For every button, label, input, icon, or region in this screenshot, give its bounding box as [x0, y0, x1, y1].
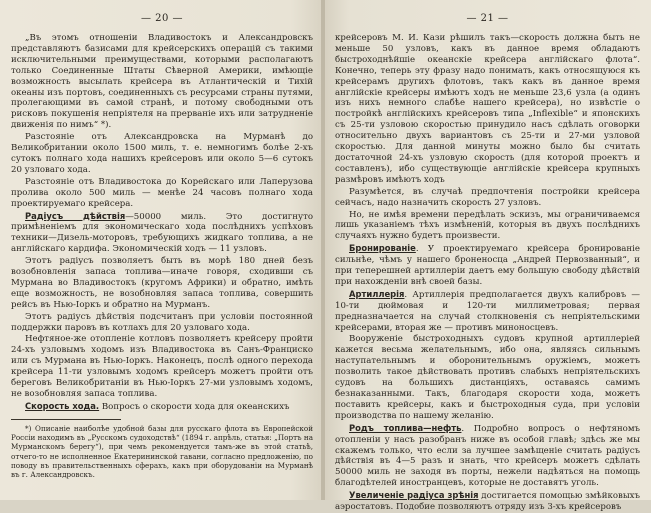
section-heading: Родъ топлива—нефть — [349, 422, 462, 433]
paragraph-text: . Подробно вопросъ о нефтяномъ отопленіи у насъ разобранъ ниже въ особой главѣ; здѣсь же мы скажемъ только, что если за лучшее замѣщеніе считать радіусъ дѣйствія въ 4—5 разъ и знать, что крейсеръ можетъ сдѣлать 50000 миль не заходя въ порты, нежели надѣяться на помощь благодѣтелей иностранцевъ, которые не доставятъ уголь. — [335, 423, 641, 489]
paragraph-text: Вооруженіе быстроходныхъ судовъ крупной артиллеріей кажется весьма желательнымъ, ибо она, являясь сильнымъ наступательнымъ и оборонительнымъ оружіемъ, можетъ позволить такое дѣйствовать противъ слабыхъ непріятельскихъ судовъ на большихъ дистанціяхъ, оставаясь самимъ безнаказанными. Такъ, благодаря скорости хода, можетъ поставить крейсеры, какъ и быстроходныя суда, при условіи производства по нашему желанію. — [335, 334, 640, 421]
paragraph — [11, 256, 313, 311]
paragraph — [11, 401, 313, 413]
section-heading: Артиллерія — [349, 288, 405, 299]
left-page-body — [11, 33, 313, 413]
paragraph — [335, 289, 640, 334]
section-heading: Скорость хода. — [25, 400, 100, 411]
left-page — [0, 0, 323, 500]
page-number: — 20 — — [140, 13, 184, 24]
paragraph-text: Разстояніе отъ Владивостока до Корейскаго или Лаперузова пролива около 500 миль — менѣе 24 часовъ полнаго хода проектируемаго крейсера. — [11, 176, 313, 209]
book-gutter — [321, 0, 325, 500]
paragraph-text: . Артиллерія предполагается двухъ калибровъ — 10-ти дюймовая и 120-ти миллиметровая; первая предназначается на случай столкновенія съ непріятельскими крейсерами, вторая же — противъ миноносцевъ. — [335, 289, 640, 333]
paragraph — [335, 490, 640, 513]
footnote-rule — [11, 419, 121, 420]
paragraph-text: Этотъ радіусъ дѣйствія подсчитанъ при условіи постоянной поддержки паровъ въ котлахъ для 20 узловаго хода. — [11, 311, 313, 333]
paragraph — [11, 33, 313, 131]
footnote: *) Описаніе наиболѣе удобной базы для русскаго флота въ Европейской Россіи находимъ въ „Русскомъ судоходствѣ“ (1894 г. апрѣль, статья: „Портъ на Мурманскомъ берегу“), при чемъ рекомендуется тамъ-же въ этой статьѣ, отчего-то не исполненное Екатерининской гавани, согласно предложенію, по поводу въ правительственныхъ сферахъ, какъ при оборудованіи на Мурманѣ въ г. Александровскъ. — [11, 423, 313, 480]
paragraph-text: Вопросъ о скорости хода для океанскихъ — [99, 401, 290, 412]
paragraph — [11, 177, 313, 210]
paragraph — [335, 187, 640, 209]
paragraph — [335, 423, 640, 489]
paragraph-text: Разстояніе отъ Александровска на Мурманѣ до Великобритании около 1500 миль, т. е. немногимъ болѣе 2-хъ сутокъ полнаго хода нашихъ крейсеровъ или около 5—6 сутокъ 20 узловаго хода. — [11, 132, 313, 175]
paragraph — [335, 243, 640, 288]
paragraph — [11, 132, 313, 176]
paragraph-text: —50000 миль. Это достигнуто примѣненіемъ для экономическаго хода послѣднихъ успѣховъ техники—Дизель-моторовъ, требующихъ жидкаго топлива, а не англійскаго кардифа. Экономическій ходъ — 11 узловъ. — [11, 211, 314, 255]
right-page — [323, 0, 651, 513]
section-heading: Увеличеніе радіуса зрѣнія — [349, 490, 479, 501]
paragraph — [335, 334, 640, 421]
paragraph-text: Этотъ радіусъ позволяетъ быть въ морѣ 180 дней безъ возобновленія запаса топлива—иначе говоря, сходивши съ Мурмана во Владивостокъ (кругомъ Африки) и обратно, имѣть еще возможность, не возобновляя запаса топлива, совершить рейсъ въ Нью-Іоркъ и обратно на Мурманъ. — [11, 256, 313, 310]
right-page-body — [335, 33, 640, 513]
paragraph — [11, 211, 313, 256]
paragraph-text: достигается помощью змѣйковыхъ аэростатовъ. Подобие позволяютъ отряду изъ 3-хъ крейсеровъ — [335, 491, 640, 513]
paragraph — [335, 33, 640, 186]
section-heading: Бронированіе — [349, 243, 416, 254]
paragraph-text: „Въ этомъ отношеніи Владивостокъ и Александровскъ представляютъ базисами для крейсерскихъ операцій съ такими исключительными преимуществами, которыми располагаютъ только Соединенные Штаты Сѣверной Америки, имѣющіе возможность высылать крейсера въ Атлантическій и Тихій океаны изъ портовъ, соединенныхъ съ ресурсами страны путями, пролегающими въ самой странѣ, и потому свободными отъ рисковъ покушенія непріятеля на прерваніе ихъ или затрудненіе движенія по нимъ“ *). — [11, 33, 313, 131]
paragraph — [335, 210, 640, 243]
paragraph-text: Разумѣется, въ случаѣ предпочтенія постройки крейсера сейчасъ, надо назначить скорость 27 узловъ. — [335, 186, 640, 208]
paragraph-text: крейсеровъ М. И. Кази рѣшилъ такъ—скорость должна быть не меньше 50 узловъ, какъ въ данное время обладаютъ быстроходнѣйшіе океанскіе крейсера англійскаго флота“. Конечно, теперь эту фразу надо понимать, какъ относящуюся къ крейсерамъ другихъ флотовъ, такъ какъ въ данное время англійскіе крейсеры имѣютъ ходъ не меньше 23,6 узла (а одинъ изъ нихъ немного слабѣе нашего крейсера), но извѣстіе о постройкѣ англійскихъ крейсеровъ типа „Inflexible“ и японскихъ съ 25-ти узловою скоростью принудило насъ сдѣлать оговорки относительно двухъ вариантовъ съ 25-ти и 27-ми узловой скоростью. Для данной минуты можно было бы считать достаточной 24-хъ узловую скорость (для которой проектъ и составленъ), ибо существующіе англійскіе крейсера крупныхъ размѣровъ имѣютъ ходъ — [335, 33, 640, 185]
section-heading: Радіусъ дѣйствія — [25, 210, 126, 221]
page-number: — 21 — — [466, 13, 509, 24]
paragraph — [11, 334, 313, 399]
paragraph-text: Но, не имѣя времени передѣлать эскизъ, мы ограничиваемся лишь указаніемъ тѣхъ измѣненій, которыя въ двухъ послѣднихъ случаяхъ нужно будетъ произвести. — [335, 209, 640, 242]
paragraph-text: . У проектируемаго крейсера бронированіе сильнѣе, чѣмъ у нашего броненосца „Андрей Первозванный“, и при теперешней артиллеріи даетъ ему большую свободу дѣйствій при нахожденіи внѣ своей базы. — [335, 244, 640, 287]
paragraph-text: Нефтяное-же отопленіе котловъ позволяетъ крейсеру пройти 24-хъ узловымъ ходомъ изъ Владивостока въ Санъ-Франциско или съ Мурмана въ Нью-Іоркъ. Наконецъ, послѣ одного перехода крейсера 11-ти узловымъ ходомъ крейсеръ можетъ пройти отъ береговъ Великобританіи въ Нью-Іоркъ 27-ми узловымъ ходомъ, не возобновляя запаса топлива. — [11, 334, 313, 399]
paragraph — [11, 312, 313, 334]
